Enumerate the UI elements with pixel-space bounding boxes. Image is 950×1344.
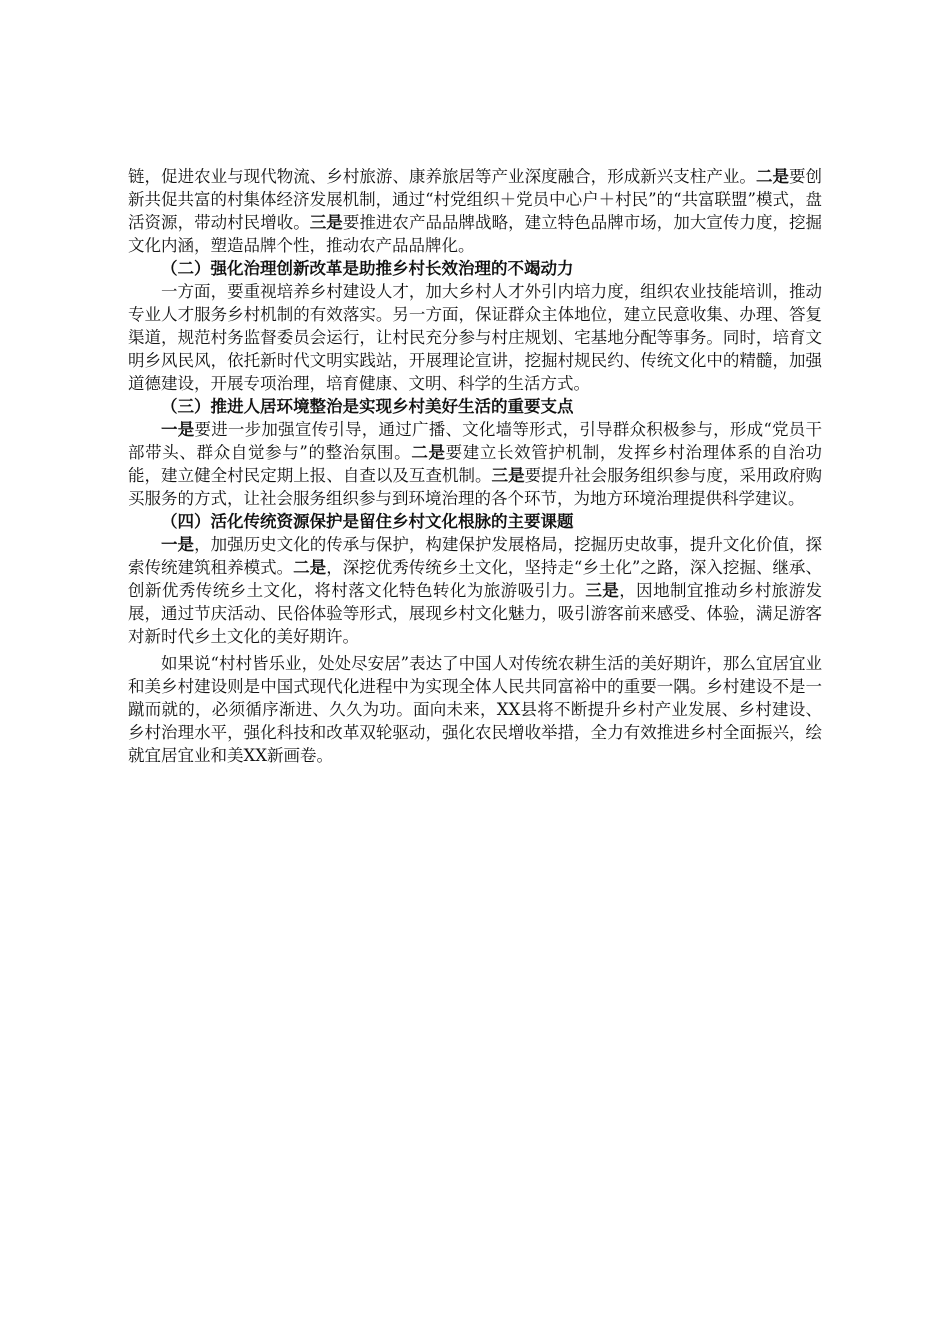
document-body [128,165,822,767]
bold-marker: 二是 [755,167,789,186]
bold-marker: 二是 [411,443,446,462]
paragraph-text: ，深挖优秀传统乡土文化，坚持走“乡土化”之路，深入挖掘、继承、创新优秀传统乡土文化，将村落文化特色转化为旅游吸引力。 [128,558,823,600]
paragraph-text: 要创新共促共富的村集体经济发展机制，通过“村党组织＋党员中心户＋村民”的“共富联盟”模式，盘活资源，带动村民增收。 [128,167,823,232]
paragraph-text: ，加强历史文化的传承与保护，构建保护发展格局，挖掘历史故事，提升文化价值，探索传统建筑租养模式。 [128,535,823,577]
paragraph-culture [128,533,822,648]
bold-marker: 一是 [161,535,195,554]
bold-marker: 一是 [161,420,195,439]
paragraph-governance: 一方面，要重视培养乡村建设人才，加大乡村人才外引内培力度，组织农业技能培训，推动专业人才服务乡村机制的有效落实。另一方面，保证群众主体地位，建立民意收集、办理、答复渠道，规范村务监督委员会运行，让村民充分参与村庄规划、宅基地分配等事务。同时，培育文明乡风民风，依托新时代文明实践站，开展理论宣讲，挖掘村规民约、传统文化中的精髓，加强道德建设，开展专项治理，培育健康、文明、科学的生活方式。 [128,282,822,393]
bold-marker: 三是 [585,581,620,600]
bold-marker: 三是 [491,466,525,485]
section-heading-governance: （二）强化治理创新改革是助推乡村长效治理的不竭动力 [161,259,574,278]
bold-marker: 三是 [309,213,343,232]
paragraph-text: 要提升社会服务组织参与度，采用政府购买服务的方式，让社会服务组织参与到环境治理的各个环节，为地方环境治理提供科学建议。 [128,466,823,508]
paragraph-text: ，因地制宜推动乡村旅游发展，通过节庆活动、民俗体验等形式，展现乡村文化魅力，吸引游客前来感受、体验，满足游客对新时代乡土文化的美好期许。 [128,581,822,646]
paragraph-text: 链，促进农业与现代物流、乡村旅游、康养旅居等产业深度融合，形成新兴支柱产业。 [128,167,756,186]
section-heading-culture: （四）活化传统资源保护是留住乡村文化根脉的主要课题 [161,512,574,531]
paragraph-environment [128,418,822,510]
paragraph-text: 要建立长效管护机制，发挥乡村治理体系的自治功能，建立健全村民定期上报、自查以及互查机制。 [128,443,823,485]
paragraph-industry [128,165,822,257]
section-heading-environment: （三）推进人居环境整治是实现乡村美好生活的重要支点 [161,397,574,416]
bold-marker: 二是 [293,558,327,577]
paragraph-text: 要进一步加强宣传引导，通过广播、文化墙等形式，引导群众积极参与，形成“党员干部带头、群众自觉参与”的整治氛围。 [128,420,823,462]
paragraph-text: 要推进农产品品牌战略，建立特色品牌市场，加大宣传力度，挖掘文化内涵，塑造品牌个性，推动农产品品牌化。 [128,213,823,255]
paragraph-conclusion: 如果说“村村皆乐业，处处尽安居”表达了中国人对传统农耕生活的美好期许，那么宜居宜业和美乡村建设则是中国式现代化进程中为实现全体人民共同富裕中的重要一隅。乡村建设不是一蹴而就的，必须循序渐进、久久为功。面向未来，XX县将不断提升乡村产业发展、乡村建设、乡村治理水平，强化科技和改革双轮驱动，强化农民增收举措，全力有效推进乡村全面振兴，绘就宜居宜业和美XX新画卷。 [128,654,822,765]
